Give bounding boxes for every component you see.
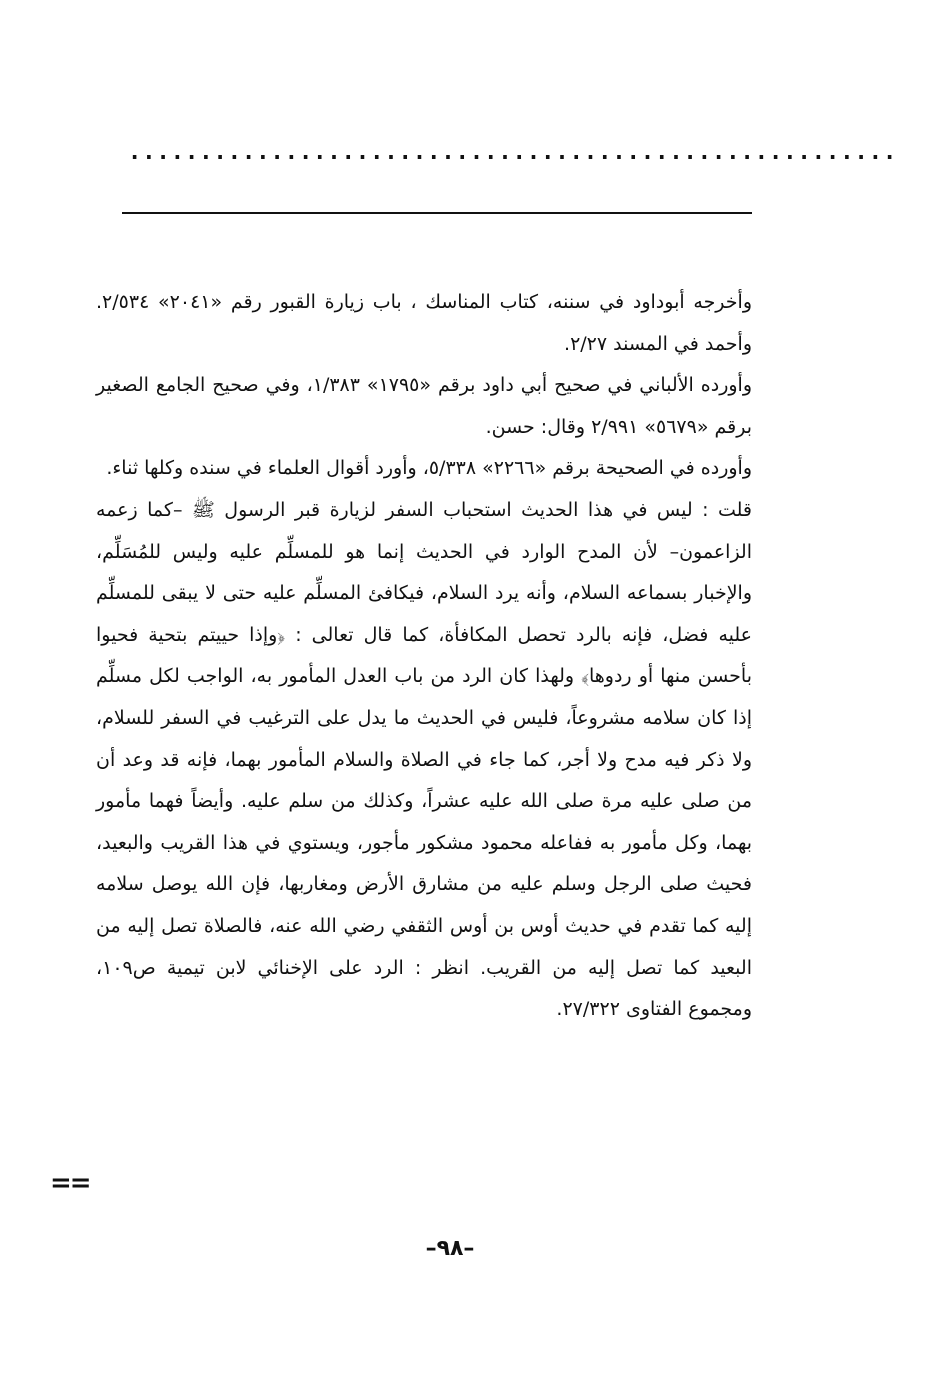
footnote-text [96,282,752,1031]
dotted-separator: ...................................................... [128,140,898,165]
continuation-mark: == [50,1168,90,1198]
footnote-paragraph-1: وأخرجه أبوداود في سننه، كتاب المناسك ، باب زيارة القبور رقم «٢٠٤١» ٢/٥٣٤. وأحمد في المسند ٢/٢٧. [96,291,752,355]
footnote-rule [122,212,752,214]
footnote-paragraph-3: وأورده في الصحيحة برقم «٢٢٦٦» ٥/٣٣٨، وأورد أقوال العلماء في سنده وكلها ثناء. [106,457,752,480]
footnote-paragraph-4: قلت : ليس في هذا الحديث استحباب السفر لزيارة قبر الرسول ﷺ –كما زعمه الزاعمون– لأن المدح الوارد في الحديث إنما هو للمسلِّم عليه وليس للمُسَلِّم، والإخبار بسماعه السلام، وأنه يرد السلام، فيكافئ المسلِّم عليه حتى لا يبقى للمسلِّم عليه فضل، فإنه بالرد تحصل المكافأة، كما قال تعالى : ﴿وإذا حييتم بتحية فحيوا بأحسن منها أو ردوها﴾ ولهذا كان الرد من باب العدل المأمور به، الواجب لكل مسلِّم إذا كان سلامه مشروعاً، فليس في الحديث ما يدل على الترغيب في السفر للسلام، ولا ذكر فيه مدح ولا أجر، كما جاء في الصلاة والسلام المأمور بهما، فإنه قد وعد أن من صلى عليه مرة صلى الله عليه عشراً، وكذلك من سلم عليه. وأيضاً فهما مأمور بهما، وكل مأمور به ففاعله محمود مشكور مأجور، ويستوي في هذا القريب والبعيد، فحيث صلى الرجل وسلم عليه من مشارق الأرض ومغاربها، فإن الله يوصل سلامه إليه كما تقدم في حديث أوس بن أوس الثقفي رضي الله عنه، فالصلاة تصل إليه من البعيد كما تصل إليه من القريب. انظر : الرد على الإخنائي لابن تيمية ص١٠٩، ومجموع الفتاوى ٢٧/٣٢٢. [96,498,752,1021]
footnote-paragraph-2: وأورده الألباني في صحيح أبي داود برقم «١٧٩٥» ١/٣٨٣، وفي صحيح الجامع الصغير برقم «٥٦٧٩» ٢/٩٩١ وقال: حسن. [96,374,752,438]
page-number: –٩٨– [425,1236,475,1261]
